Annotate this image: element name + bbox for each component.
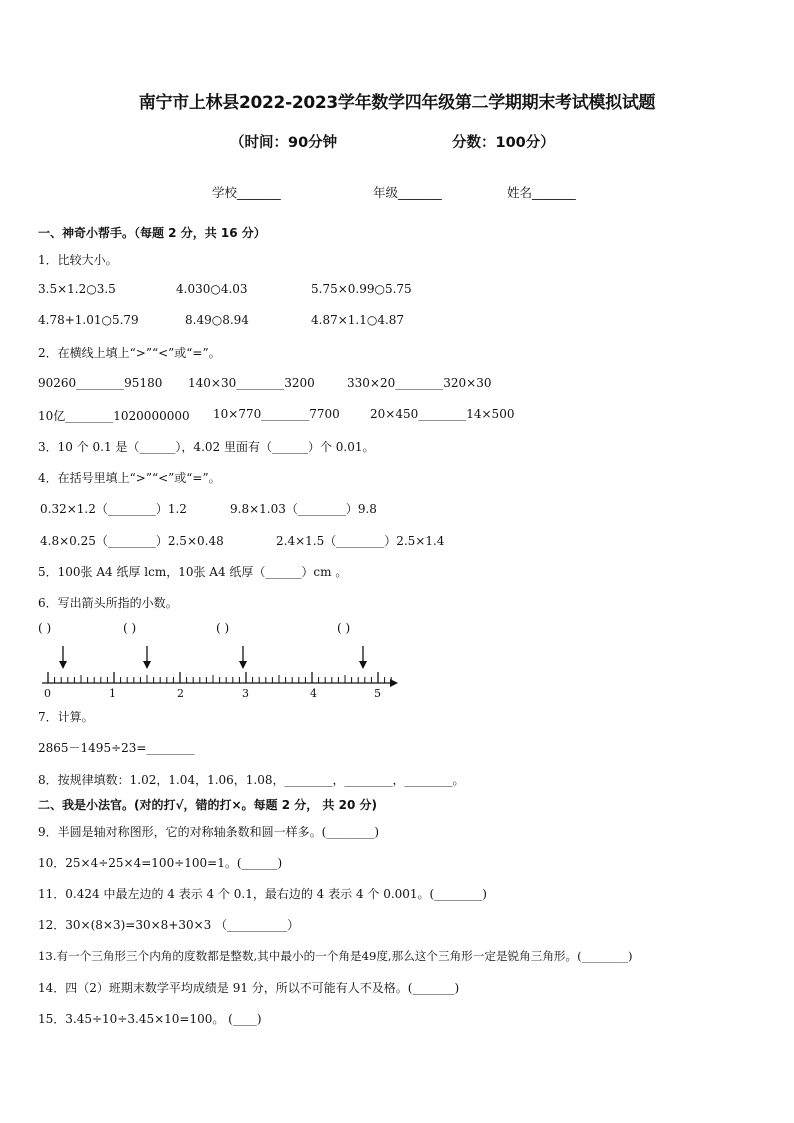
- question-item: 9．半圆是轴对称图形，它的对称轴条数和圆一样多。(________): [38, 825, 380, 839]
- question-item: 10．25×4÷25×4=100÷100=1。(______): [38, 856, 283, 870]
- tick-label: 4: [310, 687, 317, 700]
- axis-arrowhead: [390, 679, 398, 687]
- question-item: 8.49○8.94: [185, 313, 249, 327]
- question-item: 14．四（2）班期末数学平均成绩是 91 分，所以不可能有人不及格。(_______): [38, 981, 460, 995]
- answer-bracket: ( ): [216, 621, 230, 635]
- answer-bracket: ( ): [38, 621, 52, 635]
- question-item: 4.030○4.03: [176, 282, 248, 296]
- exam-time: （时间：90分钟: [230, 135, 338, 151]
- section-heading: 一、神奇小帮手。（每题 2 分，共 16 分）: [38, 226, 266, 240]
- question-item: 90260________95180: [38, 376, 163, 390]
- question-item: 140×30________3200: [188, 376, 315, 390]
- tick-label: 3: [242, 687, 249, 700]
- arrow-indicator: [359, 646, 367, 669]
- answer-bracket: ( ): [123, 621, 137, 635]
- exam-score: 分数：100分）: [452, 135, 555, 151]
- answer-bracket: ( ): [337, 621, 351, 635]
- question-item: 10亿________1020000000: [38, 409, 190, 423]
- page-title: 南宁市上林县2022-2023学年数学四年级第二学期期末考试模拟试题: [138, 93, 656, 113]
- tick-label: 1: [109, 687, 116, 700]
- question-item: 4.78+1.01○5.79: [38, 313, 139, 327]
- question-prompt: 2．在横线上填上“>”“<”或“=”。: [38, 346, 221, 360]
- question-item: 13.有一个三角形三个内角的度数都是整数,其中最小的一个角是49度,那么这个三角形一定是锐角三角形。(________): [38, 949, 633, 963]
- question-3: 3．10 个 0.1 是（______），4.02 里面有（______）个 0.01。: [38, 440, 375, 454]
- question-item: 2865－1495÷23=________: [38, 741, 195, 755]
- question-item: 11．0.424 中最左边的 4 表示 4 个 0.1，最右边的 4 表示 4 个 0.001。(________): [38, 887, 487, 901]
- tick-label: 0: [44, 687, 51, 700]
- question-item: 4.87×1.1○4.87: [311, 313, 405, 327]
- arrow-indicator: [143, 646, 151, 669]
- school-field[interactable]: 学校_______: [212, 185, 281, 200]
- arrow-indicator: [59, 646, 67, 669]
- question-5: 5．100张 A4 纸厚 lcm，10张 A4 纸厚（______）cm 。: [38, 565, 348, 579]
- question-item: 0.32×1.2（________）1.2: [40, 502, 187, 516]
- question-item: 330×20________320×30: [347, 376, 492, 390]
- number-line-graphic: [36, 640, 406, 690]
- grade-field[interactable]: 年级_______: [373, 185, 442, 200]
- question-item: 15．3.45÷10÷3.45×10=100。 (____): [38, 1012, 262, 1026]
- question-item: 4.8×0.25（________）2.5×0.48: [40, 534, 224, 548]
- name-field[interactable]: 姓名_______: [507, 185, 576, 200]
- question-prompt: 6．写出箭头所指的小数。: [38, 596, 178, 610]
- question-item: 9.8×1.03（________）9.8: [230, 502, 377, 516]
- question-item: 10×770________7700: [213, 407, 340, 421]
- question-prompt: 1．比较大小。: [38, 253, 118, 267]
- arrow-indicator: [239, 646, 247, 669]
- question-item: 12．30×(8×3)=30×8+30×3 （__________）: [38, 918, 300, 932]
- question-8: 8．按规律填数：1.02，1.04，1.06，1.08，________，________，________。: [38, 773, 465, 787]
- number-line: [36, 640, 406, 690]
- question-prompt: 4．在括号里填上“>”“<”或“=”。: [38, 471, 221, 485]
- question-item: 2.4×1.5（________）2.5×1.4: [276, 534, 445, 548]
- question-prompt: 7．计算。: [38, 710, 94, 724]
- tick-label: 2: [177, 687, 184, 700]
- tick-label: 5: [374, 687, 381, 700]
- question-item: 5.75×0.99○5.75: [311, 282, 412, 296]
- section-heading: 二、我是小法官。(对的打√，错的打×。每题 2 分， 共 20 分): [38, 798, 377, 812]
- question-item: 3.5×1.2○3.5: [38, 282, 116, 296]
- question-item: 20×450________14×500: [370, 407, 515, 421]
